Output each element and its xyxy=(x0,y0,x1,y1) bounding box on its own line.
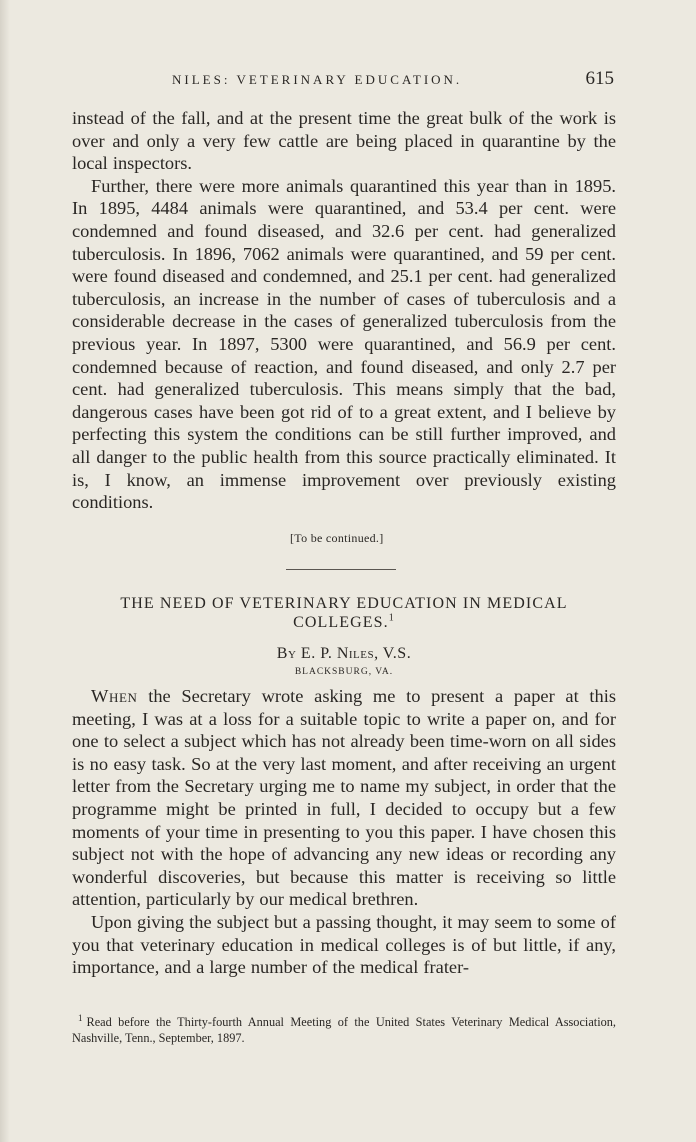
byline xyxy=(72,645,616,663)
footnote xyxy=(72,1010,616,1046)
page-number: 615 xyxy=(585,68,614,89)
article-title-text: THE NEED OF VETERINARY EDUCATION IN MEDICAL COLLEGES. xyxy=(120,595,568,631)
article-title xyxy=(72,594,616,632)
paragraph: instead of the fall, and at the present time the great bulk of the work is over and only a very few cattle are being placed in quarantine by the local inspectors. xyxy=(72,108,616,174)
footnote-marker: 1 xyxy=(78,1013,83,1023)
paragraph: Further, there were more animals quarantined this year than in 1895. In 1895, 4484 animals were quarantined, and 53.4 per cent. were condemned and found diseased, and 32.6 per cent. had generalized tuberculosis. In 1896, 7062 animals were quarantined, and 59 per cent. were found diseased and condemned, and 25.1 per cent. had generalized tuberculosis, an increase in the number of cases of tuberculosis and a considerable decrease in the cases of generalized tuberculosis from the previous year. In 1897, 5300 were quarantined, and 56.9 per cent. condemned because of reaction, and found diseased, and only 2.7 per cent. had generalized tuberculosis. This means simply that the bad, dangerous cases have been got rid of to a great extent, and I believe by perfecting this system the conditions can be still further improved, and all danger to the public health from this source practically eliminated. It is, I know, an immense improvement over previously existing conditions. xyxy=(72,175,616,513)
footnote-text: Read before the Thirty-fourth Annual Meeting of the United States Veterinary Medical Association, Nashville, Tenn., September, 1897. xyxy=(72,1015,616,1046)
author-name: E. P. Niles, V.S. xyxy=(300,645,412,662)
author-location: BLACKSBURG, VA. xyxy=(294,667,394,677)
continued-note: [To be continued.] xyxy=(290,531,384,545)
byline-prefix: By xyxy=(276,645,297,662)
page-header xyxy=(72,68,618,92)
footnote-reference: 1 xyxy=(388,612,395,624)
section-divider xyxy=(286,569,396,570)
paragraph xyxy=(72,685,616,911)
lead-word: When xyxy=(91,686,138,706)
page-edge-shadow xyxy=(0,0,10,1142)
continued-article-text xyxy=(72,107,616,514)
article-body xyxy=(72,685,616,979)
running-head: NILES: VETERINARY EDUCATION. xyxy=(172,72,463,87)
paragraph-text: the Secretary wrote asking me to present a paper at this meeting, I was at a loss for a suitable topic to write a paper on, and for one to select a subject which has not already been time-worn on all sides is no easy task. So at the very last moment, and after receiving an urgent letter from the Secretary urging me to name my subject, in order that the programme might be printed in full, I decided to occupy but a few moments of your time in presenting to you this paper. I have chosen this subject not with the hope of advancing any new ideas or recording any wonderful discoveries, but because this matter is receiving so little attention, particularly by our medical brethren. xyxy=(72,686,616,910)
paragraph: Upon giving the subject but a passing thought, it may seem to some of you that veterinary education in medical colleges is of but little, if any, importance, and a large number of the medical frater- xyxy=(72,911,616,978)
